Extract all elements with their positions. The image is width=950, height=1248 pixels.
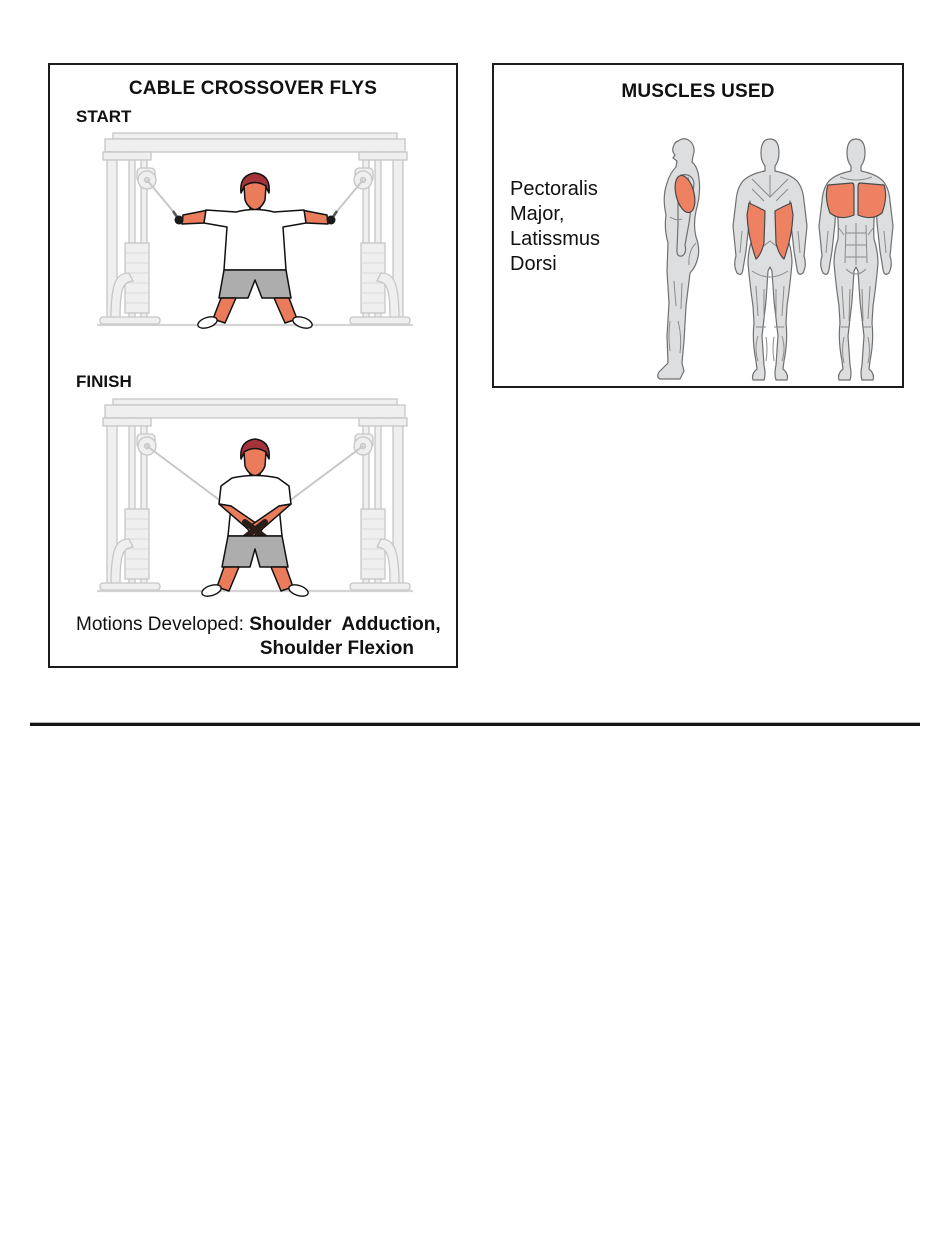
exercise-title: CABLE CROSSOVER FLYS [128,78,378,99]
shorts [222,536,288,567]
right-hand [327,216,336,225]
muscles-title: MUSCLES USED [621,81,775,102]
right-shoe [291,315,313,331]
shorts [219,270,291,298]
pectoralis-highlight-left [826,183,854,218]
right-forearm [304,211,328,225]
start-illustration [95,128,415,343]
finish-label: FINISH [76,372,132,391]
muscle-name-line: Dorsi [510,253,557,275]
left-shoe [196,315,218,331]
horizontal-divider [30,723,920,726]
muscle-figures-illustration [640,131,902,387]
face [244,449,266,477]
right-shoe [287,583,309,599]
side-body [658,139,700,379]
muscle-name-line: Major, [510,203,565,225]
body-front-view [819,139,893,380]
athlete-finish-figure [200,439,309,598]
left-shoe [200,583,222,599]
motions-bold-line1: Shoulder Adduction, [249,614,441,635]
muscle-name-line: Pectoralis [510,178,598,200]
muscles-panel [492,63,904,388]
finish-illustration [95,394,415,609]
tshirt [204,210,306,271]
pectoralis-highlight-right [858,183,886,218]
muscle-name-line: Latissmus [510,228,601,250]
left-forearm [182,211,206,225]
start-label: START [76,107,132,126]
face [244,183,266,211]
exercise-panel [48,63,458,668]
left-hand [175,216,184,225]
motions-caption [76,613,450,661]
motions-bold-line2: Shoulder Flexion [259,638,414,659]
athlete-start-figure [173,173,337,330]
motions-prefix: Motions Developed: [76,614,250,635]
body-side-view [658,139,700,379]
body-back-view [733,139,807,380]
muscle-names [510,177,600,277]
